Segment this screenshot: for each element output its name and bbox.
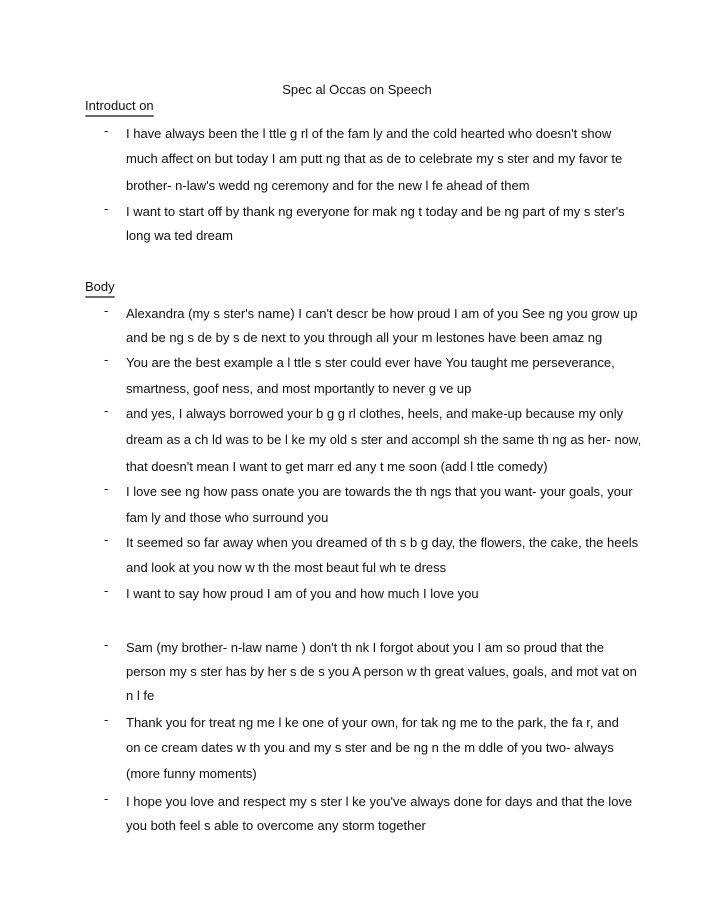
list-bullet: - [104, 403, 109, 418]
list-item-line: and look at you now w th the most beaut ful wh te dress [126, 560, 447, 575]
list-item-line: I hope you love and respect my s ster l ke you've always done for days and that the love [126, 794, 633, 809]
body-heading-underline [85, 296, 115, 298]
list-item-line: n l fe [126, 688, 155, 703]
list-item-line: You are the best example a l ttle s ster could ever have You taught me perseverance, [126, 355, 615, 370]
list-bullet: - [104, 201, 109, 216]
list-bullet: - [104, 123, 109, 138]
intro-heading-text: Introduct on [85, 98, 154, 113]
list-item-line: smartness, goof ness, and most mportantly to never g ve up [126, 381, 472, 396]
intro-heading-underline [85, 115, 154, 117]
list-item-line: I love see ng how pass onate you are towards the th ngs that you want- your goals, your [126, 484, 633, 499]
list-bullet: - [104, 532, 109, 547]
list-item-line: and yes, I always borrowed your b g g rl clothes, heels, and make-up because my only [126, 406, 624, 421]
list-item-line: fam ly and those who surround you [126, 510, 329, 525]
list-item-line: person my s ster has by her s de s you A person w th great values, goals, and mot vat on [126, 664, 637, 679]
list-bullet: - [104, 583, 109, 598]
document-title: Spec al Occas on Speech [282, 82, 432, 97]
list-item-line: Thank you for treat ng me l ke one of your own, for tak ng me to the park, the fa r, and [126, 715, 619, 730]
list-item-line: you both feel s able to overcome any storm together [126, 818, 426, 833]
list-item-line: and be ng s de by s de next to you through all your m lestones have been amaz ng [126, 330, 603, 345]
list-item-line: brother- n-law's wedd ng ceremony and for the new l fe ahead of them [126, 178, 530, 193]
list-bullet: - [104, 303, 109, 318]
list-item-line: much affect on but today I am putt ng that as de to celebrate my s ster and my favor te [126, 151, 623, 166]
list-item-line: long wa ted dream [126, 228, 233, 243]
body-heading-text: Body [85, 279, 115, 294]
list-item-line: I have always been the l ttle g rl of the fam ly and the cold hearted who doesn't show [126, 126, 612, 141]
list-item-line: that doesn't mean I want to get marr ed any t me soon (add l ttle comedy) [126, 459, 548, 474]
list-bullet: - [104, 712, 109, 727]
list-item-line: It seemed so far away when you dreamed of th s b g day, the flowers, the cake, the heels [126, 535, 639, 550]
list-bullet: - [104, 352, 109, 367]
list-item-line: Alexandra (my s ster's name) I can't descr be how proud I am of you See ng you grow up [126, 306, 638, 321]
list-item-line: I want to start off by thank ng everyone for mak ng t today and be ng part of my s ster's [126, 204, 625, 219]
list-item-line: (more funny moments) [126, 766, 257, 781]
list-item-line: on ce cream dates w th you and my s ster and be ng n the m ddle of you two- always [126, 740, 614, 755]
body-heading [85, 279, 115, 294]
list-item-line: I want to say how proud I am of you and how much I love you [126, 586, 479, 601]
list-bullet: - [104, 481, 109, 496]
list-item-line: Sam (my brother- n-law name ) don't th nk I forgot about you I am so proud that the [126, 640, 604, 655]
list-item-line: dream as a ch ld was to be l ke my old s ster and accompl sh the same th ng as her- now, [126, 432, 642, 447]
list-bullet: - [104, 791, 109, 806]
intro-heading [85, 98, 154, 113]
list-bullet: - [104, 637, 109, 652]
